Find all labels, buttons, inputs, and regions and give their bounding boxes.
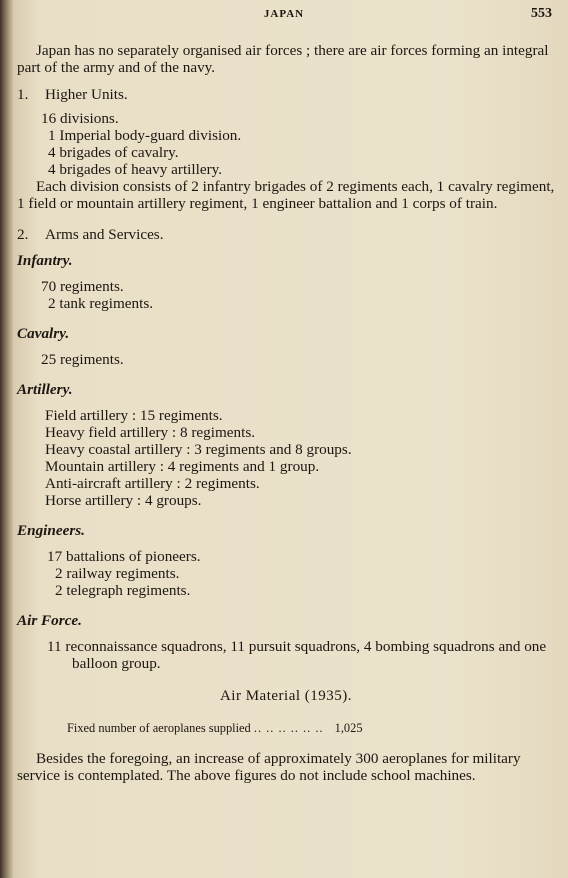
artillery-list bbox=[17, 407, 555, 509]
cavalry-heading: Cavalry. bbox=[17, 325, 70, 342]
running-header: JAPAN bbox=[263, 8, 305, 20]
list-item: 2 railway regiments. bbox=[55, 565, 180, 582]
higher-units-list bbox=[17, 110, 555, 178]
air-force-text: 11 reconnaissance squadrons, 11 pursuit squadrons, 4 bombing squadrons and one balloon group. bbox=[47, 638, 547, 672]
list-item: 70 regiments. bbox=[41, 278, 124, 295]
list-item: 4 brigades of heavy artillery. bbox=[48, 161, 223, 178]
cavalry-list bbox=[17, 351, 555, 368]
section-title: Arms and Services. bbox=[45, 226, 164, 243]
list-item: 25 regiments. bbox=[41, 351, 124, 368]
page-number: 553 bbox=[531, 6, 552, 21]
list-item: Anti-aircraft artillery : 2 regiments. bbox=[45, 475, 260, 492]
section-heading-arms bbox=[17, 226, 555, 243]
intro-paragraph: Japan has no separately organised air forces ; there are air forces forming an integral part of the army and of the navy. bbox=[17, 42, 549, 76]
list-item: Field artillery : 15 regiments. bbox=[45, 407, 223, 424]
row-value: 1,025 bbox=[334, 721, 363, 735]
page-body bbox=[17, 42, 555, 784]
air-material-heading: Air Material (1935). bbox=[219, 688, 353, 704]
artillery-heading: Artillery. bbox=[17, 381, 73, 398]
air-force-heading: Air Force. bbox=[17, 612, 82, 629]
engineers-heading: Engineers. bbox=[17, 522, 85, 539]
leader-dots: .. .. .. .. .. .. bbox=[253, 721, 324, 735]
list-item: 1 Imperial body-guard division. bbox=[48, 127, 242, 144]
engineers-list bbox=[17, 548, 555, 599]
section-heading-higher-units bbox=[17, 86, 555, 103]
division-note: Each division consists of 2 infantry brigades of 2 regiments each, 1 cavalry regiment, 1 field or mountain artillery regiment, 1 engineer battalion and 1 corps of train. bbox=[17, 178, 555, 212]
list-item: Mountain artillery : 4 regiments and 1 group. bbox=[45, 458, 320, 475]
list-item: 2 telegraph regiments. bbox=[55, 582, 191, 599]
section-number: 1. bbox=[17, 86, 29, 103]
section-title: Higher Units. bbox=[45, 86, 128, 103]
list-item: Heavy coastal artillery : 3 regiments and 8 groups. bbox=[45, 441, 352, 458]
section-number: 2. bbox=[17, 226, 29, 243]
list-item: 16 divisions. bbox=[41, 110, 119, 127]
list-item: 2 tank regiments. bbox=[48, 295, 154, 312]
list-item: 4 brigades of cavalry. bbox=[48, 144, 179, 161]
list-item: Horse artillery : 4 groups. bbox=[45, 492, 202, 509]
infantry-list bbox=[17, 278, 555, 312]
closing-paragraph: Besides the foregoing, an increase of approximately 300 aeroplanes for military service is contemplated. The above figures do not include school machines. bbox=[17, 750, 521, 784]
list-item: 17 battalions of pioneers. bbox=[47, 548, 201, 565]
infantry-heading: Infantry. bbox=[17, 252, 73, 269]
row-label: Fixed number of aeroplanes supplied bbox=[67, 721, 251, 735]
aeroplanes-supplied-row bbox=[17, 721, 555, 736]
list-item: Heavy field artillery : 8 regiments. bbox=[45, 424, 256, 441]
